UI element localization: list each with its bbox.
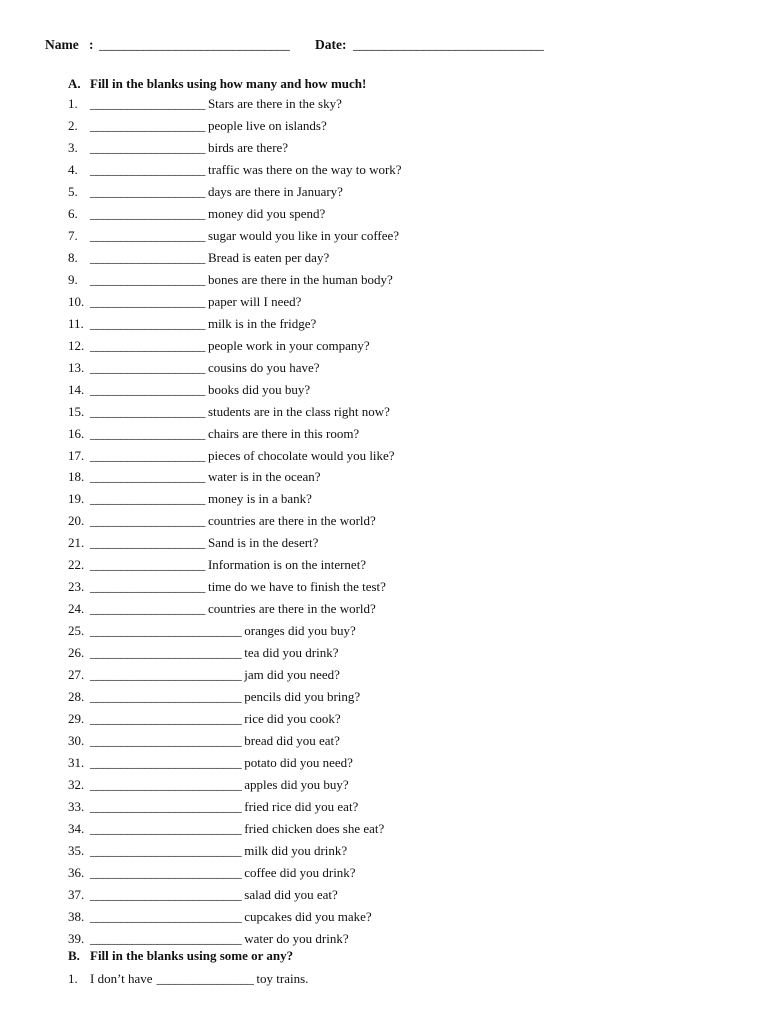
answer-blank[interactable]: ___________________ (90, 205, 205, 221)
question-item (68, 445, 748, 467)
question-text: Bread is eaten per day? (207, 249, 330, 265)
question-text: countries are there in the world? (207, 601, 376, 617)
answer-blank[interactable]: ________________ (156, 971, 254, 986)
question-text: water do you drink? (244, 930, 349, 946)
question-number: 3. (68, 139, 78, 155)
question-item (68, 532, 748, 554)
question-item (68, 708, 748, 730)
answer-blank[interactable]: ___________________ (90, 293, 205, 309)
question-number: 33. (68, 799, 85, 814)
answer-blank[interactable]: _________________________ (90, 886, 242, 902)
answer-blank[interactable]: ___________________ (90, 469, 205, 485)
question-text: toy trains. (256, 971, 309, 986)
answer-blank[interactable]: _________________________ (90, 842, 242, 858)
question-item (68, 664, 748, 686)
question-number: 5. (68, 183, 78, 199)
question-text: people work in your company? (207, 337, 370, 353)
answer-blank[interactable]: _________________________ (90, 689, 242, 705)
answer-blank[interactable]: ___________________ (90, 513, 205, 529)
answer-blank[interactable]: ___________________ (90, 96, 205, 111)
question-text: traffic was there on the way to work? (207, 161, 402, 177)
answer-blank[interactable]: _________________________ (90, 799, 242, 814)
date-label: Date: (315, 37, 347, 52)
answer-blank[interactable]: ___________________ (90, 381, 205, 397)
question-number: 38. (68, 908, 85, 924)
question-text: fried rice did you eat? (244, 799, 359, 814)
question-text: potato did you need? (244, 755, 353, 771)
answer-blank[interactable]: ___________________ (90, 227, 205, 243)
question-item (68, 774, 748, 796)
question-text: tea did you drink? (244, 645, 339, 661)
question-number: 9. (68, 271, 78, 287)
answer-blank[interactable]: ___________________ (90, 337, 205, 353)
question-number: 14. (68, 381, 85, 397)
section-a-letter: A. (68, 76, 81, 91)
question-text: students are in the class right now? (207, 403, 390, 419)
question-text: days are there in January? (207, 183, 343, 199)
question-item (68, 928, 748, 950)
answer-blank[interactable]: ___________________ (90, 601, 205, 617)
name-blank[interactable]: ______________________________ (99, 37, 290, 52)
question-item (68, 357, 748, 379)
question-text: milk did you drink? (244, 842, 348, 858)
answer-blank[interactable]: ___________________ (90, 447, 205, 463)
name-label: Name (45, 37, 79, 52)
question-text: Sand is in the desert? (207, 535, 319, 551)
question-number: 31. (68, 755, 85, 771)
answer-blank[interactable]: ___________________ (90, 271, 205, 287)
question-number: 27. (68, 667, 85, 683)
question-text: apples did you buy? (244, 777, 349, 793)
question-item (68, 510, 748, 532)
question-item (68, 620, 748, 642)
answer-blank[interactable]: ___________________ (90, 161, 205, 177)
question-number: 17. (68, 447, 85, 463)
answer-blank[interactable]: _________________________ (90, 733, 242, 749)
answer-blank[interactable]: ___________________ (90, 403, 205, 419)
question-item (68, 181, 748, 203)
date-blank[interactable]: ______________________________ (353, 37, 544, 52)
question-item (68, 225, 748, 247)
section-b-title (68, 948, 293, 964)
question-number: 11. (68, 315, 84, 331)
question-number: 32. (68, 777, 85, 793)
question-text: paper will I need? (207, 293, 302, 309)
question-number: 15. (68, 403, 85, 419)
question-text: books did you buy? (207, 381, 311, 397)
question-number: 18. (68, 469, 85, 485)
question-number: 21. (68, 535, 85, 551)
question-text: Stars are there in the sky? (207, 96, 342, 111)
question-item (68, 291, 748, 313)
name-colon: : (89, 37, 94, 52)
question-number: 20. (68, 513, 85, 529)
question-text: pieces of chocolate would you like? (207, 447, 395, 463)
question-text: birds are there? (207, 139, 289, 155)
answer-blank[interactable]: _________________________ (90, 711, 242, 727)
section-a-title (68, 76, 366, 92)
question-number: 24. (68, 601, 85, 617)
question-item (68, 598, 748, 620)
answer-blank[interactable]: ___________________ (90, 579, 205, 595)
answer-blank[interactable]: _________________________ (90, 908, 242, 924)
question-item (68, 752, 748, 774)
question-item (68, 686, 748, 708)
question-item (68, 159, 748, 181)
question-text: money is in a bank? (207, 491, 312, 507)
question-text-before: I don’t have (90, 971, 153, 986)
answer-blank[interactable]: _________________________ (90, 777, 242, 793)
question-text: money did you spend? (207, 205, 326, 221)
question-number: 26. (68, 645, 85, 661)
question-item (68, 401, 748, 423)
section-b-instruction: Fill in the blanks using some or any? (90, 948, 294, 963)
section-b-letter: B. (68, 948, 80, 963)
question-item (68, 247, 748, 269)
question-item (68, 466, 748, 488)
question-item (68, 906, 748, 928)
answer-blank[interactable]: ___________________ (90, 491, 205, 507)
question-number: 28. (68, 689, 85, 705)
question-item (68, 137, 748, 159)
question-text: cupcakes did you make? (244, 908, 372, 924)
answer-blank[interactable]: ___________________ (90, 359, 205, 375)
question-item (68, 862, 748, 884)
answer-blank[interactable]: _________________________ (90, 755, 242, 771)
question-text: rice did you cook? (244, 711, 341, 727)
question-number: 4. (68, 161, 78, 177)
question-text: jam did you need? (244, 667, 340, 683)
question-number: 39. (68, 930, 85, 946)
question-number: 2. (68, 117, 78, 133)
answer-blank[interactable]: _________________________ (90, 667, 242, 683)
question-item (68, 840, 748, 862)
answer-blank[interactable]: ___________________ (90, 315, 205, 331)
answer-blank[interactable]: ___________________ (90, 139, 205, 155)
answer-blank[interactable]: _________________________ (90, 864, 242, 880)
question-item (68, 576, 748, 598)
answer-blank[interactable]: ___________________ (90, 535, 205, 551)
question-number: 8. (68, 249, 78, 265)
question-number: 22. (68, 557, 85, 573)
question-number: 1. (68, 96, 78, 111)
question-item (68, 313, 748, 335)
question-item (68, 423, 748, 445)
question-item (68, 884, 748, 906)
question-number: 35. (68, 842, 85, 858)
question-text: salad did you eat? (244, 886, 338, 902)
question-item (68, 488, 748, 510)
question-number: 7. (68, 227, 78, 243)
question-number: 25. (68, 623, 85, 639)
question-text: countries are there in the world? (207, 513, 376, 529)
question-number: 12. (68, 337, 85, 353)
question-text: milk is in the fridge? (207, 315, 317, 331)
question-text: chairs are there in this room? (207, 425, 360, 441)
question-item (68, 115, 748, 137)
question-text: bones are there in the human body? (207, 271, 393, 287)
question-text: cousins do you have? (207, 359, 320, 375)
question-item (68, 796, 748, 818)
question-number: 6. (68, 205, 78, 221)
question-number: 29. (68, 711, 85, 727)
question-item (68, 379, 748, 401)
question-item (68, 93, 748, 115)
question-number: 36. (68, 864, 85, 880)
question-number: 10. (68, 293, 85, 309)
question-number: 16. (68, 425, 85, 441)
question-text: pencils did you bring? (244, 689, 361, 705)
answer-blank[interactable]: ___________________ (90, 425, 205, 441)
question-item (68, 269, 748, 291)
question-number: 34. (68, 820, 85, 836)
question-text: oranges did you buy? (244, 623, 356, 639)
question-text: time do we have to finish the test? (207, 579, 386, 595)
question-number: 1. (68, 971, 78, 986)
answer-blank[interactable]: _________________________ (90, 623, 242, 639)
question-number: 19. (68, 491, 85, 507)
question-item (68, 335, 748, 357)
question-item (68, 730, 748, 752)
section-a-instruction: Fill in the blanks using how many and how much! (90, 76, 367, 91)
question-item (68, 554, 748, 576)
answer-blank[interactable]: _________________________ (90, 930, 242, 946)
question-text: bread did you eat? (244, 733, 340, 749)
question-text: water is in the ocean? (207, 469, 321, 485)
question-item (68, 203, 748, 225)
question-number: 37. (68, 886, 85, 902)
answer-blank[interactable]: ___________________ (90, 183, 205, 199)
section-b-list (68, 968, 748, 990)
question-text: people live on islands? (207, 117, 327, 133)
answer-blank[interactable]: ___________________ (90, 117, 205, 133)
question-number: 13. (68, 359, 85, 375)
question-number: 30. (68, 733, 85, 749)
answer-blank[interactable]: _________________________ (90, 645, 242, 661)
question-text: sugar would you like in your coffee? (207, 227, 400, 243)
question-text: fried chicken does she eat? (244, 820, 385, 836)
answer-blank[interactable]: ___________________ (90, 557, 205, 573)
question-number: 23. (68, 579, 85, 595)
question-text: Information is on the internet? (207, 557, 367, 573)
question-text: coffee did you drink? (244, 864, 356, 880)
question-item (68, 968, 748, 990)
answer-blank[interactable]: ___________________ (90, 249, 205, 265)
question-item (68, 818, 748, 840)
section-a-list (68, 93, 748, 950)
question-item (68, 642, 748, 664)
answer-blank[interactable]: _________________________ (90, 820, 242, 836)
